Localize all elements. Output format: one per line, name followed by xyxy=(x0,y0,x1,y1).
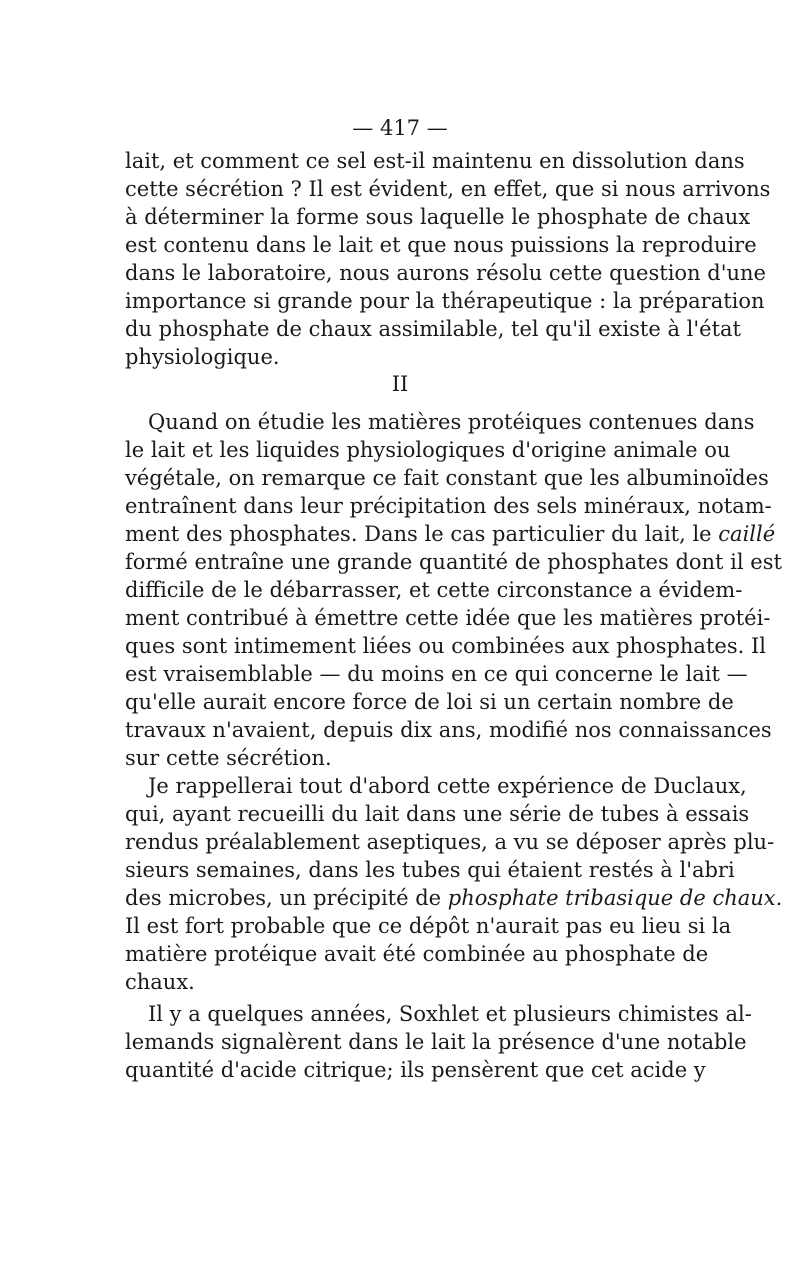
text-segment: des microbes, un précipité de xyxy=(125,886,442,910)
italic-term: caillé xyxy=(718,522,776,546)
text-line: végétale, on remarque ce fait constant que les albuminoïdes xyxy=(125,466,769,490)
section-heading: II xyxy=(391,372,409,396)
text-line: matière protéique avait été combinée au phosphate de xyxy=(125,942,709,966)
italic-term: phosphate tribasique de chaux. xyxy=(447,886,783,910)
text-line: Il y a quelques années, Soxhlet et plusieurs chimistes al- xyxy=(148,1002,752,1026)
text-line: formé entraîne une grande quantité de phosphates dont il est xyxy=(125,550,782,574)
text-line: rendus préalablement aseptiques, a vu se déposer après plu- xyxy=(125,830,775,854)
text-line: dans le laboratoire, nous aurons résolu cette question d'une xyxy=(125,261,766,285)
text-line xyxy=(125,520,776,548)
text-line: sieurs semaines, dans les tubes qui étaient restés à l'abri xyxy=(125,858,735,882)
text-line: le lait et les liquides physiologiques d'origine animale ou xyxy=(125,438,731,462)
text-line: difficile de le débarrasser, et cette circonstance a évidem- xyxy=(125,578,743,602)
text-line: travaux n'avaient, depuis dix ans, modifié nos connaissances xyxy=(125,718,772,742)
text-line: du phosphate de chaux assimilable, tel qu'il existe à l'état xyxy=(125,317,741,341)
text-line: qui, ayant recueilli du lait dans une série de tubes à essais xyxy=(125,802,750,826)
text-line: importance si grande pour la thérapeutique : la préparation xyxy=(125,289,765,313)
text-segment: ment des phosphates. Dans le cas particulier du lait, le xyxy=(125,522,712,546)
text-line: sur cette sécrétion. xyxy=(125,746,332,770)
page-number: — 417 — xyxy=(352,116,448,140)
text-line: ment contribué à émettre cette idée que les matières protéi- xyxy=(125,606,771,630)
text-line: cette sécrétion ? Il est évident, en effet, que si nous arrivons xyxy=(125,177,771,201)
text-line: lemands signalèrent dans le lait la présence d'une notable xyxy=(125,1030,747,1054)
text-line: quantité d'acide citrique; ils pensèrent que cet acide y xyxy=(125,1058,706,1082)
text-line: Je rappellerai tout d'abord cette expérience de Duclaux, xyxy=(148,774,747,798)
text-line: à déterminer la forme sous laquelle le phosphate de chaux xyxy=(125,205,751,229)
text-line: physiologique. xyxy=(125,345,280,369)
text-line xyxy=(125,884,783,912)
text-line: chaux. xyxy=(125,970,195,994)
text-line: est contenu dans le lait et que nous puissions la reproduire xyxy=(125,233,757,257)
text-line: qu'elle aurait encore force de loi si un certain nombre de xyxy=(125,690,734,714)
text-line: Quand on étudie les matières protéiques contenues dans xyxy=(148,410,755,434)
text-line: ques sont intimement liées ou combinées aux phosphates. Il xyxy=(125,634,766,658)
text-line: entraînent dans leur précipitation des sels minéraux, notam- xyxy=(125,494,772,518)
text-line: Il est fort probable que ce dépôt n'aurait pas eu lieu si la xyxy=(125,914,732,938)
text-line: lait, et comment ce sel est-il maintenu en dissolution dans xyxy=(125,149,745,173)
text-line: est vraisemblable — du moins en ce qui concerne le lait — xyxy=(125,662,748,686)
